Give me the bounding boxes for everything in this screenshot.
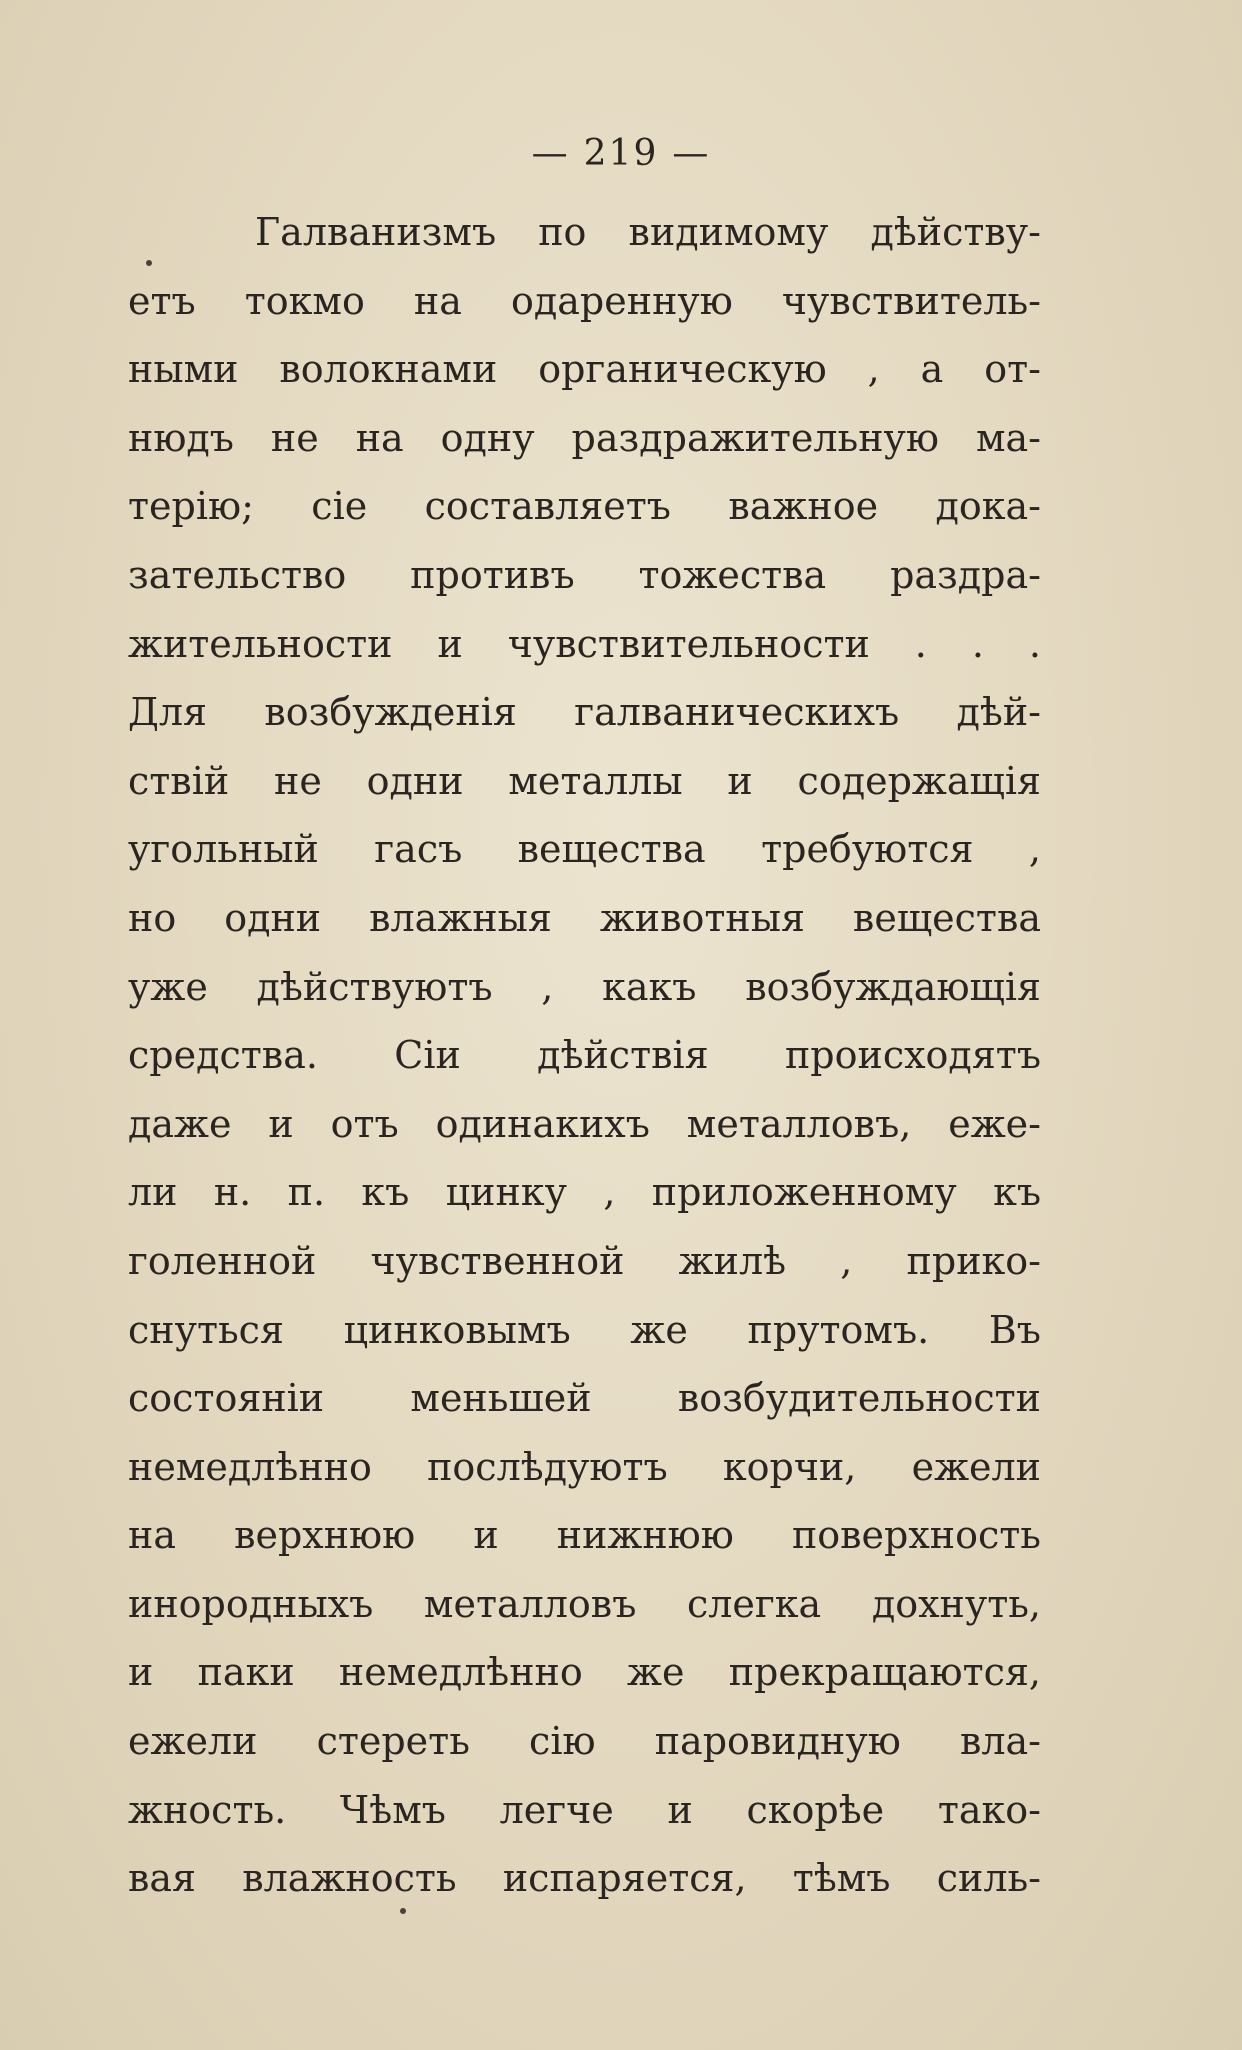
text-line: зательство противъ тожества раздра-: [128, 552, 1041, 597]
text-line: Для возбужденія галваническихъ дѣй-: [128, 690, 1041, 735]
paper-speck: [146, 260, 152, 266]
text-line: ствій не одни металлы и содержащія: [128, 758, 1041, 803]
body-text: [128, 198, 1041, 1913]
text-line: ежели стереть сію паровидную вла-: [128, 1719, 1041, 1764]
text-line: жность. Чѣмъ легче и скорѣе тако-: [128, 1787, 1041, 1832]
text-line: етъ токмо на одаренную чувствитель-: [128, 278, 1041, 323]
text-line: состояніи меньшей возбудительности: [128, 1376, 1041, 1421]
text-line: голенной чувственной жилѣ , прико-: [128, 1238, 1041, 1283]
text-line: ными волокнами органическую , а от-: [128, 347, 1041, 392]
text-line: уже дѣйствуютъ , какъ возбуждающія: [128, 964, 1041, 1009]
text-line: нюдъ не на одну раздражительную ма-: [128, 415, 1041, 460]
text-line: но одни влажныя животныя вещества: [128, 895, 1041, 940]
text-line: даже и отъ одинакихъ металловъ, еже-: [128, 1101, 1041, 1146]
text-line: ли н. п. къ цинку , приложенному къ: [128, 1170, 1041, 1215]
text-line: на верхнюю и нижнюю поверхность: [128, 1513, 1041, 1558]
text-line: снуться цинковымъ же прутомъ. Въ: [128, 1307, 1041, 1352]
text-line: угольный гасъ вещества требуются ,: [128, 827, 1041, 872]
folio-dash-right: —: [672, 133, 711, 174]
page-folio: [0, 133, 1242, 174]
folio-dash-left: —: [531, 133, 570, 174]
page-number: 219: [583, 133, 659, 174]
text-line: Галванизмъ по видимому дѣйству-: [255, 210, 1041, 254]
text-line: и паки немедлѣнно же прекращаются,: [128, 1650, 1041, 1695]
text-line: вая влажность испаряется, тѣмъ силь-: [128, 1856, 1041, 1901]
text-line: средства. Сіи дѣйствія происходятъ: [128, 1033, 1041, 1078]
text-line: терію; сіе составляетъ важное дока-: [128, 484, 1041, 529]
text-line: немедлѣнно послѣдуютъ корчи, ежели: [128, 1444, 1041, 1489]
text-line: инородныхъ металловъ слегка дохнуть,: [128, 1581, 1041, 1626]
paper-speck: [400, 1908, 406, 1914]
text-line: жительности и чувствительности . . .: [128, 621, 1041, 666]
